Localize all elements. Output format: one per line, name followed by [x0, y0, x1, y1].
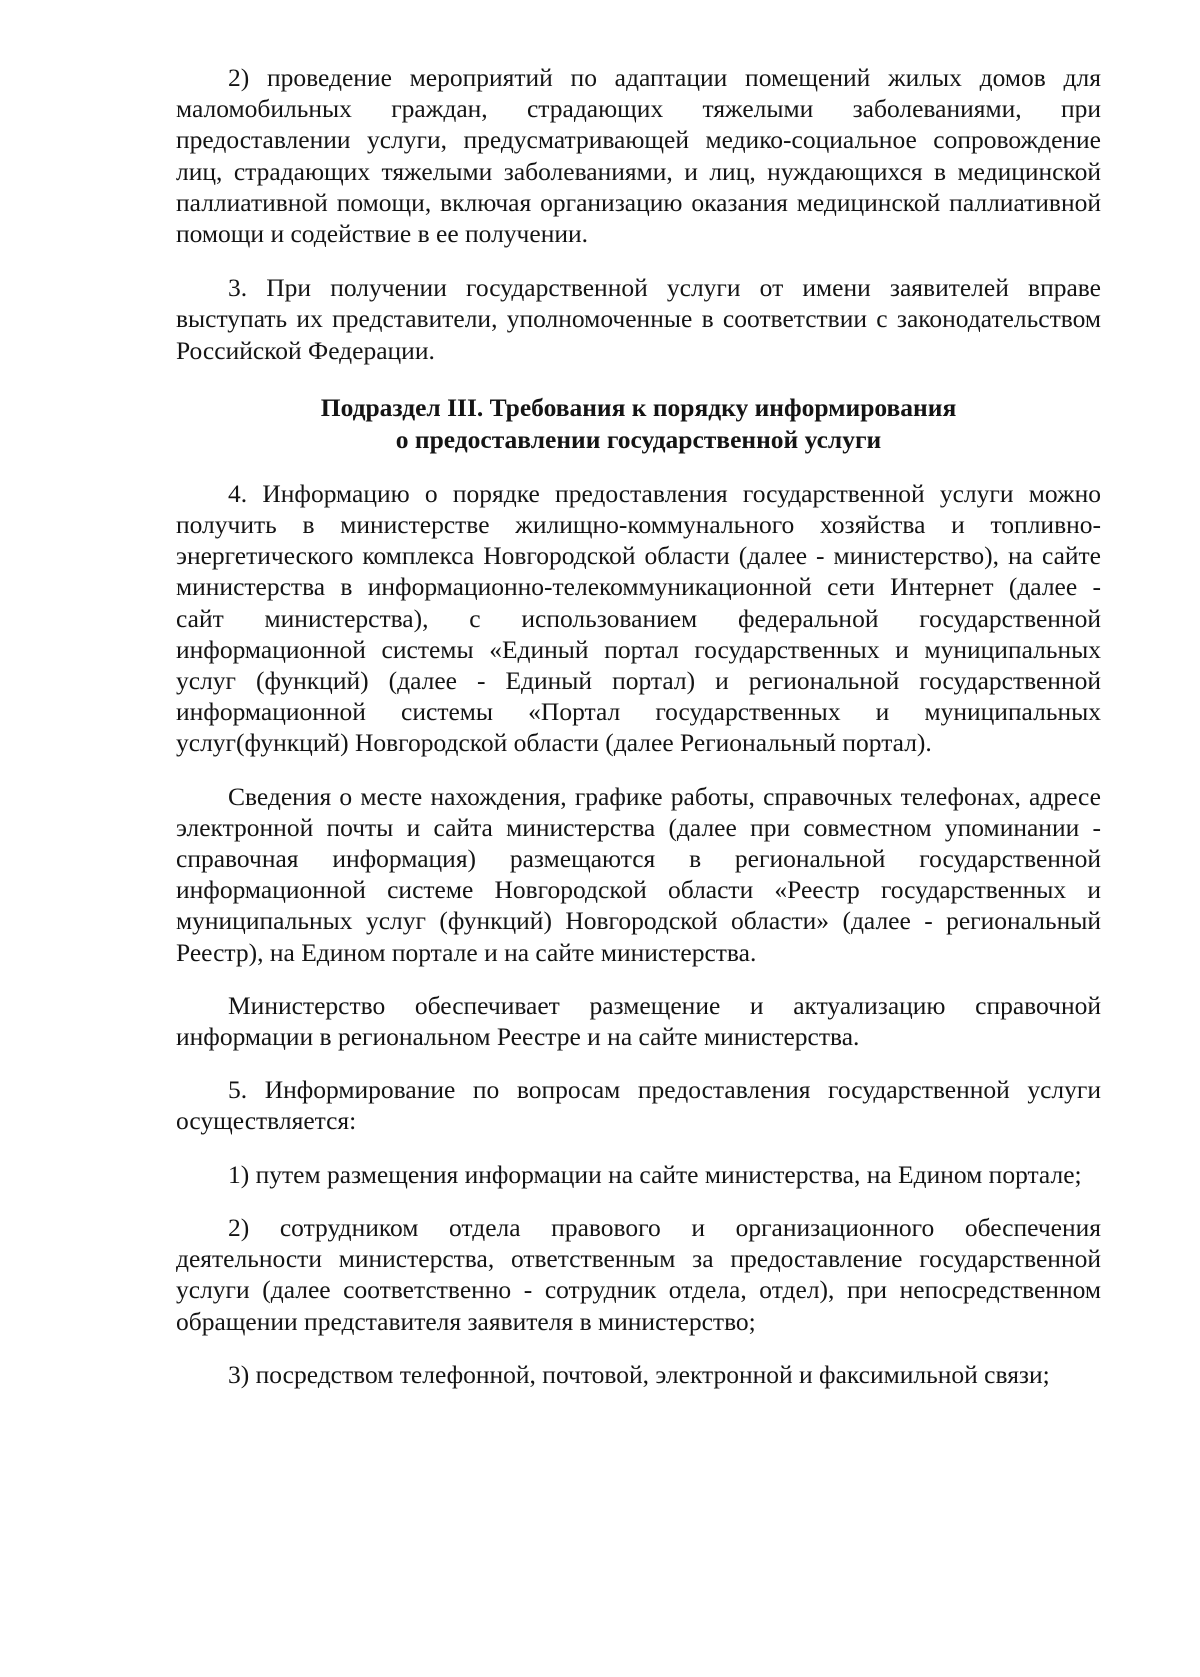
paragraph-3-representatives: 3. При получении государственной услуги от имени заявителей вправе выступать их представители, уполномоченные в соответствии с законодательством Российской Федерации.	[176, 273, 1101, 365]
paragraph-ministry-duty: Министерство обеспечивает размещение и актуализацию справочной информации в региональном Реестре и на сайте министерства.	[176, 990, 1101, 1052]
section-heading-line-1: Подраздел III. Требования к порядку информирования	[320, 392, 957, 422]
document-page	[176, 60, 1101, 1390]
paragraph-4-information: 4. Информацию о порядке предоставления государственной услуги можно получить в министерстве жилищно-коммунального хозяйства и топливно-энергетического комплекса Новгородской области (далее - министерство), на сайте министерства в информационно-телекоммуникационной сети Интернет (далее - сайт министерства), с использованием федеральной государственной информационной системы «Единый портал государственных и муниципальных услуг (функций) (далее - Единый портал) и региональной государственной информационной системы «Портал государственных и муниципальных услуг(функций) Новгородской области (далее Региональный портал).	[176, 478, 1101, 758]
paragraph-5-item-3: 3) посредством телефонной, почтовой, электронной и факсимильной связи;	[228, 1359, 1050, 1389]
paragraph-5-item-1: 1) путем размещения информации на сайте министерства, на Едином портале;	[228, 1159, 1082, 1189]
paragraph-reference-info: Сведения о месте нахождения, графике работы, справочных телефонах, адресе электронной почты и сайта министерства (далее при совместном упоминании - справочная информация) размещаются в региональной государственной информационной системе Новгородской области «Реестр государственных и муниципальных услуг (функций) Новгородской области» (далее - региональный Реестр), на Едином портале и на сайте министерства.	[176, 781, 1101, 967]
paragraph-5-informing: 5. Информирование по вопросам предоставления государственной услуги осуществляется:	[176, 1075, 1101, 1136]
section-heading-line-2: о предоставлении государственной услуги	[395, 424, 882, 454]
paragraph-2-adaptation: 2) проведение мероприятий по адаптации помещений жилых домов для маломобильных граждан, страдающих тяжелыми заболеваниями, при предоставлении услуги, предусматривающей медико-социальное сопровождение лиц, страдающих тяжелыми заболеваниями, и лиц, нуждающихся в медицинской паллиативной помощи, включая организацию оказания медицинской паллиативной помощи и содействие в ее получении.	[176, 63, 1101, 249]
paragraph-5-item-2: 2) сотрудником отдела правового и организационного обеспечения деятельности министерства, ответственным за предоставление государственной услуги (далее соответственно - сотрудник отдела, отдел), при непосредственном обращении представителя заявителя в министерство;	[176, 1212, 1101, 1336]
section-heading	[176, 392, 1101, 456]
